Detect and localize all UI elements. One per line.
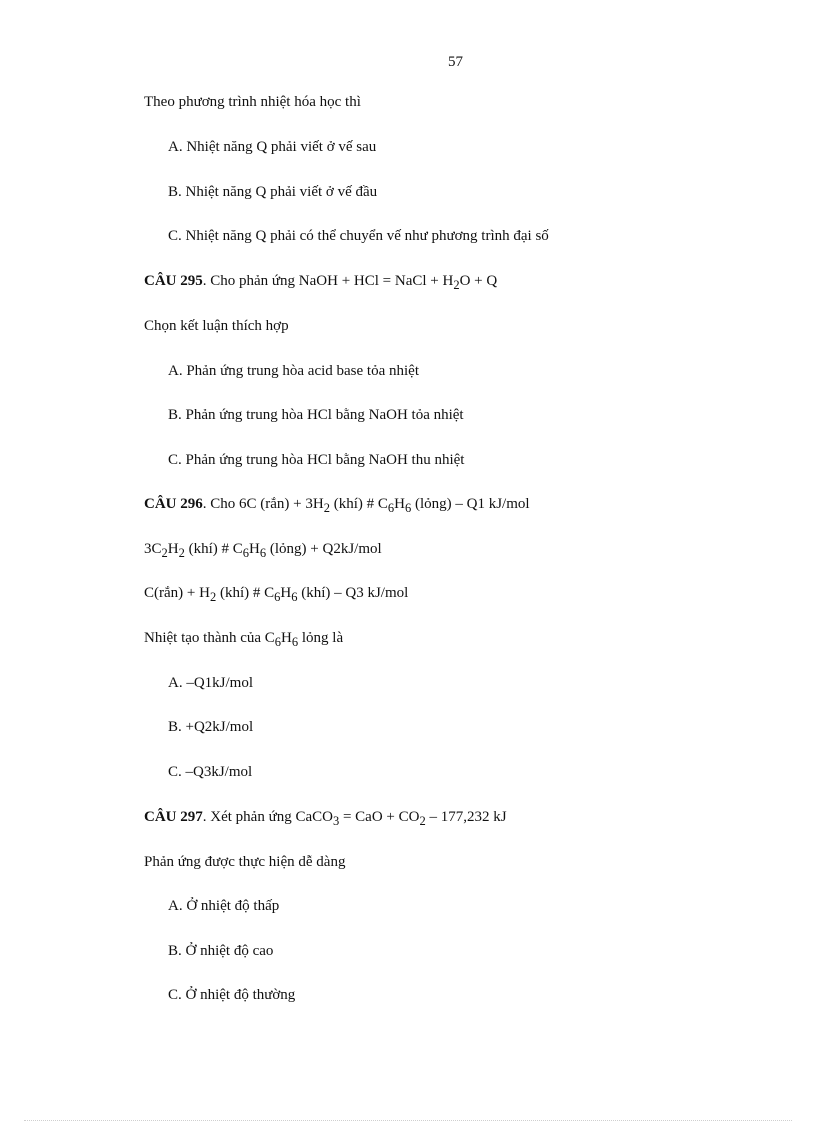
q296-l1-s2: 6 (387, 501, 395, 515)
q296-l3-s3: 6 (291, 590, 298, 604)
q296-l2-s3: 6 (242, 546, 250, 560)
q296-l1-s3: 6 (404, 501, 412, 515)
q296-l1-b: (khí) # C (329, 496, 388, 512)
q296-l2-e: (lỏng) + Q2kJ/mol (266, 541, 382, 557)
intro-option-b: B. Nhiệt năng Q phải viết ở vế đầu (168, 184, 378, 200)
q296-l3-s2: 6 (274, 590, 281, 604)
question-297-label: CÂU 297 (144, 809, 203, 825)
question-296-label: CÂU 296 (144, 496, 203, 512)
q296-l2-d: H (249, 541, 260, 557)
q297-option-c: C. Ở nhiệt độ thường (168, 987, 296, 1003)
q297-option-b: B. Ở nhiệt độ cao (168, 943, 274, 959)
q296-equation-3 (144, 584, 408, 606)
q296-l2-b: H (167, 541, 179, 557)
q297-option-a: A. Ở nhiệt độ thấp (168, 898, 280, 914)
q296-p-c: lỏng là (298, 630, 344, 646)
q295-text-a: . Cho phản ứng NaOH + HCl = NaCl + H (202, 273, 454, 289)
q296-l2-s4: 6 (259, 546, 267, 560)
q296-l2-s2: 2 (178, 546, 185, 560)
q297-text-c: – 177,232 kJ (425, 809, 507, 825)
q296-option-b: B. +Q2kJ/mol (168, 719, 254, 735)
page-bottom-divider (24, 1120, 792, 1121)
q297-text-b: = CaO + CO (339, 809, 420, 825)
question-295-label: CÂU 295 (144, 273, 203, 289)
q296-p-s2: 6 (291, 635, 299, 649)
q297-sub-2: 2 (419, 814, 426, 828)
page-number: 57 (448, 54, 463, 70)
q297-sub-1: 3 (332, 814, 340, 828)
q296-l3-a: C(rắn) + H (144, 585, 210, 601)
q296-p-b: H (281, 630, 292, 646)
q296-l1-c: H (394, 496, 405, 512)
q296-p-s1: 6 (274, 635, 282, 649)
q296-option-a: A. –Q1kJ/mol (168, 675, 254, 691)
q295-option-c: C. Phản ứng trung hòa HCl bằng NaOH thu nhiệt (168, 452, 465, 468)
q295-option-a: A. Phản ứng trung hòa acid base tỏa nhiệt (168, 363, 419, 379)
intro-option-c: C. Nhiệt năng Q phải có thể chuyển vế như phương trình đại số (168, 228, 549, 244)
intro-option-a: A. Nhiệt năng Q phải viết ở vế sau (168, 139, 377, 155)
question-296-prompt (144, 629, 343, 651)
q296-l1-d: (lỏng) – Q1 kJ/mol (411, 496, 530, 512)
q296-p-a: Nhiệt tạo thành của C (144, 630, 275, 646)
q296-l3-d: (khí) – Q3 kJ/mol (297, 585, 409, 601)
q297-text-a: . Xét phản ứng CaCO (202, 809, 333, 825)
q295-text-b: O + Q (459, 273, 498, 289)
q296-equation-2 (144, 540, 382, 562)
intro-text: Theo phương trình nhiệt hóa học thì (144, 94, 361, 110)
question-297-prompt: Phản ứng được thực hiện dễ dàng (144, 854, 346, 870)
question-295-stem (144, 272, 497, 294)
q296-option-c: C. –Q3kJ/mol (168, 764, 253, 780)
q295-sub-1: 2 (453, 278, 460, 292)
q295-option-b: B. Phản ứng trung hòa HCl bằng NaOH tỏa nhiệt (168, 407, 464, 423)
question-296-stem (144, 495, 530, 517)
question-297-stem (144, 808, 507, 830)
q296-l2-s1: 2 (161, 546, 168, 560)
q296-l2-c: (khí) # C (184, 541, 243, 557)
q296-l1-s1: 2 (323, 501, 330, 515)
q296-l3-c: H (280, 585, 292, 601)
q296-l2-a: 3C (144, 541, 162, 557)
q296-l3-s1: 2 (209, 590, 217, 604)
q296-l3-b: (khí) # C (216, 585, 275, 601)
question-295-prompt: Chọn kết luận thích hợp (144, 318, 289, 334)
q296-l1-a: . Cho 6C (rắn) + 3H (202, 496, 324, 512)
